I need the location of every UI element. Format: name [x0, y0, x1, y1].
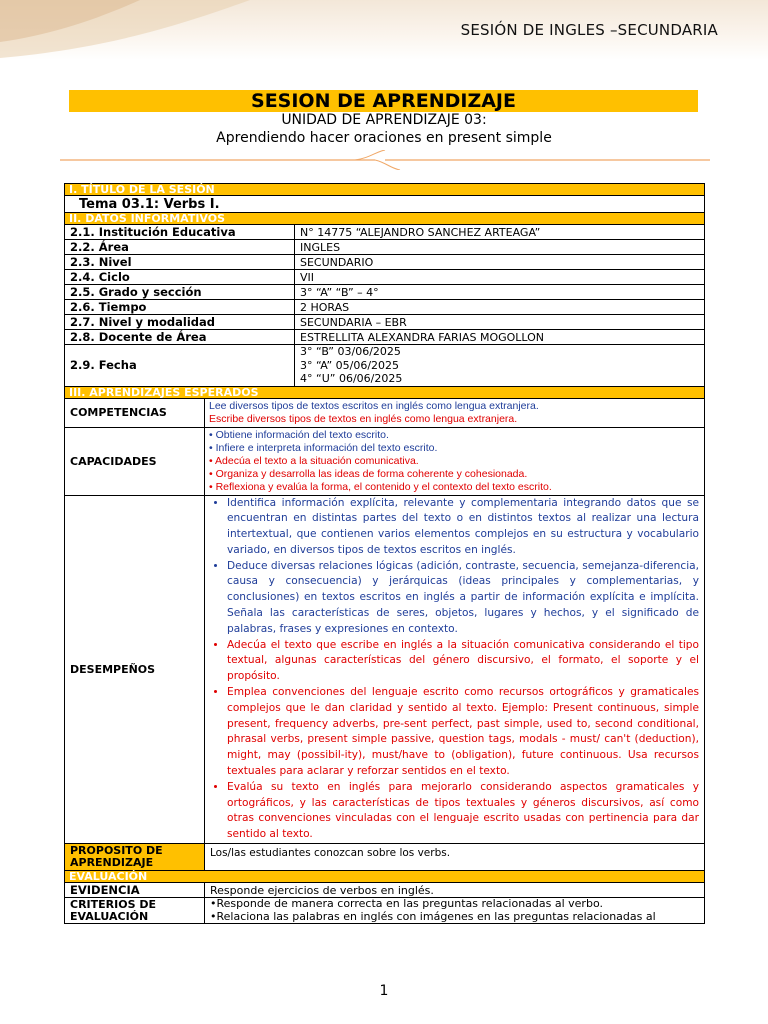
criterio-item: •Responde de manera correcta en las preguntas relacionadas al verbo. [210, 897, 603, 911]
desempeno-item: • Identifica información explícita, relevante y complementaria integrando datos que se encuentran en distintas partes del texto o en distintos textos al realizar una lectura intertextual, que contienen varios elementos complejos en su estructura y vocabulario variado, en diversos tipos de textos escritos en inglés. [227, 496, 699, 559]
desempenos-label: DESEMPEÑOS [65, 495, 205, 844]
desempeno-item: • Adecúa el texto que escribe en inglés a la situación comunicativa considerando el tipo textual, algunas características del género discursivo, el formato, el soporte y el propósito. [227, 638, 699, 685]
fecha-row [65, 345, 705, 387]
table-row [65, 315, 705, 330]
capacidades-row [65, 427, 705, 495]
desempeno-item: • Deduce diversas relaciones lógicas (adición, contraste, secuencia, semejanza-diferencia, causa y consecuencia) y jerárquicas (ideas principales y complementarias, y conclusiones) en textos escritos en inglés a partir de información explícita e implícita. Señala las características de seres, objetos, lugares y hechos, y el significado de palabras, frases y expresiones en contexto. [227, 559, 699, 638]
table-row [65, 240, 705, 255]
desempenos-list [205, 495, 705, 844]
section-aprendizajes: III. APRENDIZAJES ESPERADOS [65, 386, 705, 398]
criterio-item: •Relaciona las palabras en inglés con imágenes en las preguntas relacionadas al [210, 909, 656, 923]
table-row [65, 300, 705, 315]
section-header-row [65, 871, 705, 883]
datos-value: VII [295, 270, 705, 285]
criterios-list [205, 898, 705, 924]
fecha-line: 3° “A” 05/06/2025 [300, 358, 400, 372]
criterios-row [65, 898, 705, 924]
document-title: SESION DE APRENDIZAJE [69, 90, 698, 112]
desempeno-item: • Evalúa su texto en inglés para mejorarlo considerando aspectos gramaticales y ortográficos, y las características de tipos textuales y géneros discursivos, así como otras convenciones vinculadas con el lenguaje escrito usadas con pertinencia para dar sentido al texto. [227, 780, 699, 843]
evidencia-label: EVIDENCIA [65, 883, 205, 898]
table-row [65, 285, 705, 300]
datos-label: 2.7. Nivel y modalidad [65, 315, 295, 330]
capacidades-list [205, 427, 705, 495]
tema-row [65, 196, 705, 213]
section-evaluacion: EVALUACIÓN [65, 871, 705, 883]
capacidad-item: • Adecúa el texto a la situación comunicativa. [209, 454, 419, 467]
competencia-item: Lee diversos tipos de textos escritos en inglés como lengua extranjera. [209, 399, 539, 412]
unit-title: UNIDAD DE APRENDIZAJE 03: [281, 112, 487, 128]
section-header-row [65, 386, 705, 398]
proposito-value: Los/las estudiantes conozcan sobre los verbs. [205, 844, 705, 871]
proposito-label: PROPOSITO DE APRENDIZAJE [65, 844, 205, 871]
competencias-label: COMPETENCIAS [65, 398, 205, 427]
datos-value: N° 14775 “ALEJANDRO SANCHEZ ARTEAGA” [295, 225, 705, 240]
proposito-row [65, 844, 705, 871]
unit-subtitle: Aprendiendo hacer oraciones en present simple [216, 130, 552, 146]
section-title-sesion: I. TÍTULO DE LA SESIÓN [65, 184, 705, 196]
fecha-values [295, 345, 705, 387]
datos-label: 2.8. Docente de Área [65, 330, 295, 345]
datos-label: 2.1. Institución Educativa [65, 225, 295, 240]
evidencia-value: Responde ejercicios de verbos en inglés. [205, 883, 705, 898]
datos-value: INGLES [295, 240, 705, 255]
datos-label: 2.3. Nivel [65, 255, 295, 270]
datos-value: SECUNDARIO [295, 255, 705, 270]
datos-value: SECUNDARIA – EBR [295, 315, 705, 330]
datos-label: 2.5. Grado y sección [65, 285, 295, 300]
table-row [65, 330, 705, 345]
title-divider [55, 150, 715, 170]
section-header-row [65, 184, 705, 196]
competencia-item: Escribe diversos tipos de textos en inglés como lengua extranjera. [209, 412, 518, 425]
fecha-line: 3° “B” 03/06/2025 [300, 345, 401, 358]
header-title: SESIÓN DE INGLES –SECUNDARIA [460, 21, 718, 39]
competencias-list [205, 398, 705, 427]
fecha-line: 4° “U” 06/06/2025 [300, 372, 403, 385]
capacidades-label: CAPACIDADES [65, 427, 205, 495]
capacidad-item: • Organiza y desarrolla las ideas de forma coherente y cohesionada. [209, 467, 528, 480]
section-datos: II. DATOS INFORMATIVOS [65, 213, 705, 225]
table-row [65, 255, 705, 270]
competencias-row [65, 398, 705, 427]
session-table [64, 183, 705, 924]
page-number: 1 [379, 983, 389, 999]
datos-value: 2 HORAS [295, 300, 705, 315]
datos-value: ESTRELLITA ALEXANDRA FARIAS MOGOLLON [295, 330, 705, 345]
fecha-label: 2.9. Fecha [65, 345, 295, 387]
evidencia-row [65, 883, 705, 898]
tema-title: Tema 03.1: Verbs I. [65, 196, 705, 213]
capacidad-item: • Obtiene información del texto escrito. [209, 428, 389, 441]
capacidad-item: • Reflexiona y evalúa la forma, el contenido y el contexto del texto escrito. [209, 480, 552, 493]
datos-label: 2.4. Ciclo [65, 270, 295, 285]
datos-label: 2.6. Tiempo [65, 300, 295, 315]
desempenos-row [65, 495, 705, 844]
criterios-label: CRITERIOS DE EVALUACIÓN [65, 898, 205, 924]
capacidad-item: • Infiere e interpreta información del texto escrito. [209, 441, 438, 454]
datos-label: 2.2. Área [65, 240, 295, 255]
table-row [65, 225, 705, 240]
section-header-row [65, 213, 705, 225]
datos-value: 3° “A” “B” – 4° [295, 285, 705, 300]
desempeno-item: • Emplea convenciones del lenguaje escrito como recursos ortográficos y gramaticales complejos que le dan claridad y sentido al texto. Ejemplo: Present continuous, simple present, frequency adverbs, pre-sent perfect, past simple, used to, second conditional, phrasal verbs, present simple passive, question tags, modals - must/ can't (deduction), might, may (possibil-ity), must/have to (obligation), future continuous. Usa recursos textuales para aclarar y reforzar sentidos en el texto. [227, 685, 699, 780]
table-row [65, 270, 705, 285]
